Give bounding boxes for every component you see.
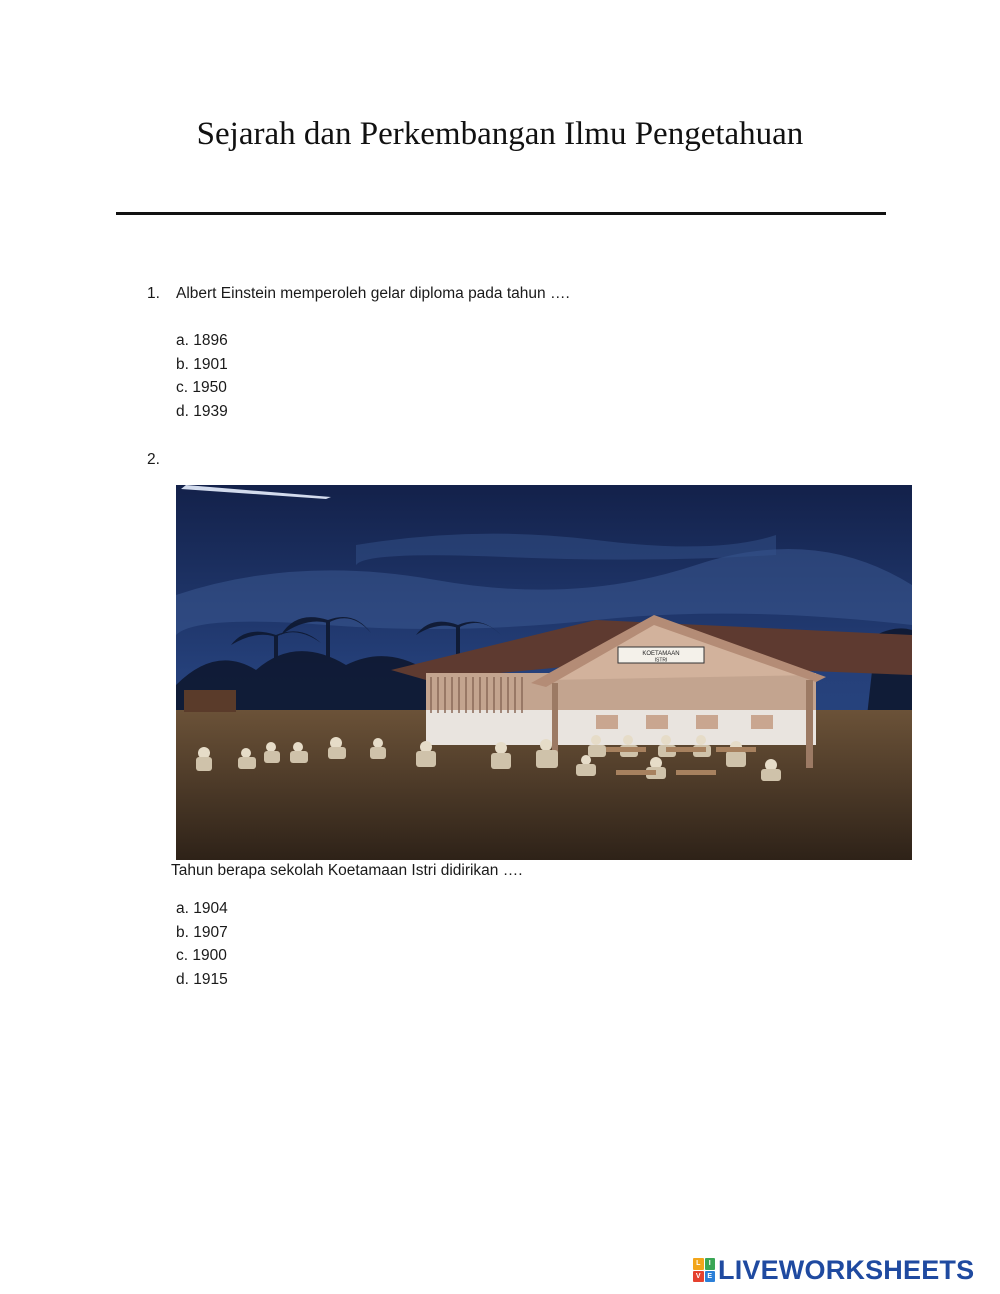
logo-letter-e: E xyxy=(705,1271,716,1283)
logo-letter-i: I xyxy=(705,1258,716,1270)
logo-mark-icon xyxy=(693,1258,715,1282)
liveworksheets-logo xyxy=(693,1256,974,1284)
question-2-options xyxy=(176,897,228,992)
logo-text: LIVEWORKSHEETS xyxy=(718,1254,975,1285)
option-a[interactable]: a. 1896 xyxy=(176,332,228,349)
question-2-number: 2. xyxy=(147,451,160,468)
logo-letter-l: L xyxy=(693,1258,704,1270)
option-c[interactable]: c. 1950 xyxy=(176,379,227,397)
option-d[interactable]: d. 1915 xyxy=(176,971,228,989)
option-c[interactable]: c. 1900 xyxy=(176,947,227,965)
option-a[interactable]: a. 1904 xyxy=(176,900,228,917)
question-2-text: Tahun berapa sekolah Koetamaan Istri didirikan …. xyxy=(171,862,523,879)
option-d[interactable]: d. 1939 xyxy=(176,403,228,421)
title-underline xyxy=(116,212,886,215)
question-1-number: 1. xyxy=(147,285,160,302)
logo-letter-v: V xyxy=(693,1271,704,1283)
question-1-options xyxy=(176,329,228,424)
school-sign-line-2: ISTRI xyxy=(654,657,668,664)
school-sign-line-1: KOETAMAAN xyxy=(642,651,680,657)
worksheet-title: Sejarah dan Perkembangan Ilmu Pengetahuan xyxy=(196,116,804,152)
question-1-text: Albert Einstein memperoleh gelar diploma pada tahun …. xyxy=(176,285,570,302)
school-diorama-image xyxy=(176,485,912,860)
option-b[interactable]: b. 1901 xyxy=(176,355,228,373)
option-b[interactable]: b. 1907 xyxy=(176,923,228,941)
